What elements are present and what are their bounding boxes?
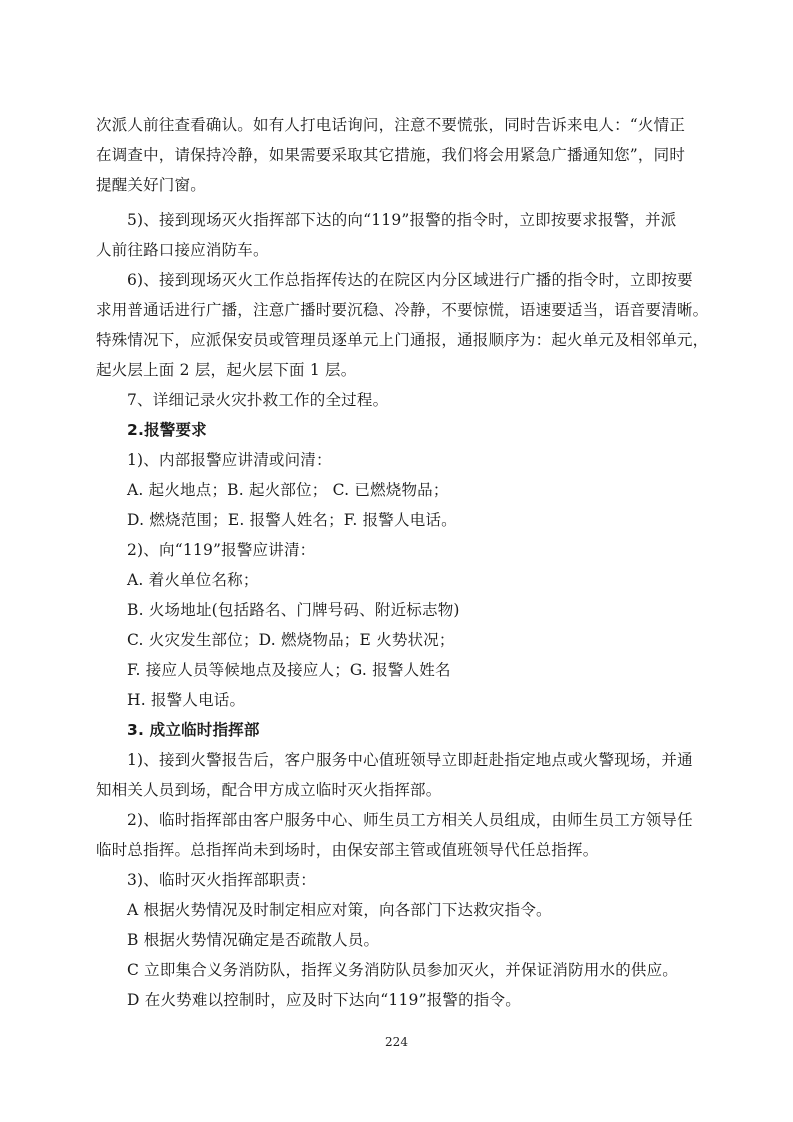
paragraph-line: 5)、接到现场灭火指挥部下达的向“119”报警的指令时，立即按要求报警，并派 — [127, 211, 677, 229]
list-item: A. 起火地点；B. 起火部位； C. 已燃烧物品； — [127, 481, 449, 499]
paragraph-line: 在调查中，请保持冷静，如果需要采取其它措施，我们将会用紧急广播通知您”，同时 — [96, 146, 686, 164]
paragraph-line: 1)、内部报警应讲清或问清： — [127, 451, 332, 469]
list-item: H. 报警人电话。 — [127, 691, 246, 709]
paragraph-line: 临时总指挥。总指挥尚未到场时，由保安部主管或值班领导代任总指挥。 — [96, 841, 599, 859]
list-item: A. 着火单位名称； — [127, 571, 259, 589]
paragraph-line: 提醒关好门窗。 — [96, 176, 206, 194]
paragraph-line: 7、详细记录火灾扑救工作的全过程。 — [127, 391, 389, 409]
list-item: B. 火场地址(包括路名、门牌号码、附近标志物) — [127, 601, 460, 619]
paragraph-line: 2)、向“119”报警应讲清： — [127, 541, 316, 559]
list-item: B 根据火势情况确定是否疏散人员。 — [127, 931, 380, 949]
paragraph-line: 知相关人员到场，配合甲方成立临时灭火指挥部。 — [96, 781, 442, 799]
list-item: D 在火势难以控制时，应及时下达向“119”报警的指令。 — [127, 991, 521, 1009]
paragraph-line: 1)、接到火警报告后，客户服务中心值班领导立即赶赴指定地点或火警现场，并通 — [127, 751, 693, 769]
page-number: 224 — [385, 1035, 408, 1049]
list-item: C 立即集合义务消防队，指挥义务消防队员参加灭火，并保证消防用水的供应。 — [127, 961, 678, 979]
paragraph-line: 起火层上面 2 层，起火层下面 1 层。 — [96, 361, 357, 379]
paragraph-line: 次派人前往查看确认。如有人打电话询问，注意不要慌张，同时告诉来电人：“火情正 — [96, 116, 686, 134]
list-item: A 根据火势情况及时制定相应对策，向各部门下达救灾指令。 — [127, 901, 552, 919]
paragraph-line: 人前往路口接应消防车。 — [96, 241, 269, 259]
list-item: C. 火灾发生部位；D. 燃烧物品；E 火势状况； — [127, 631, 455, 649]
paragraph-line: 3)、临时灭火指挥部职责： — [127, 871, 317, 889]
paragraph-line: 求用普通话进行广播，注意广播时要沉稳、冷静，不要惊慌，语速要适当，语音要清晰。 — [96, 301, 709, 319]
section-heading: 2.报警要求 — [127, 421, 207, 439]
list-item: D. 燃烧范围；E. 报警人姓名；F. 报警人电话。 — [127, 511, 457, 529]
list-item: F. 接应人员等候地点及接应人；G. 报警人姓名 — [127, 661, 451, 679]
paragraph-line: 特殊情况下，应派保安员或管理员逐单元上门通报，通报顺序为：起火单元及相邻单元， — [96, 331, 709, 349]
section-heading: 3. 成立临时指挥部 — [127, 721, 260, 739]
paragraph-line: 6)、接到现场灭火工作总指挥传达的在院区内分区域进行广播的指令时，立即按要 — [127, 271, 693, 289]
paragraph-line: 2)、临时指挥部由客户服务中心、师生员工方相关人员组成，由师生员工方领导任 — [127, 811, 693, 829]
